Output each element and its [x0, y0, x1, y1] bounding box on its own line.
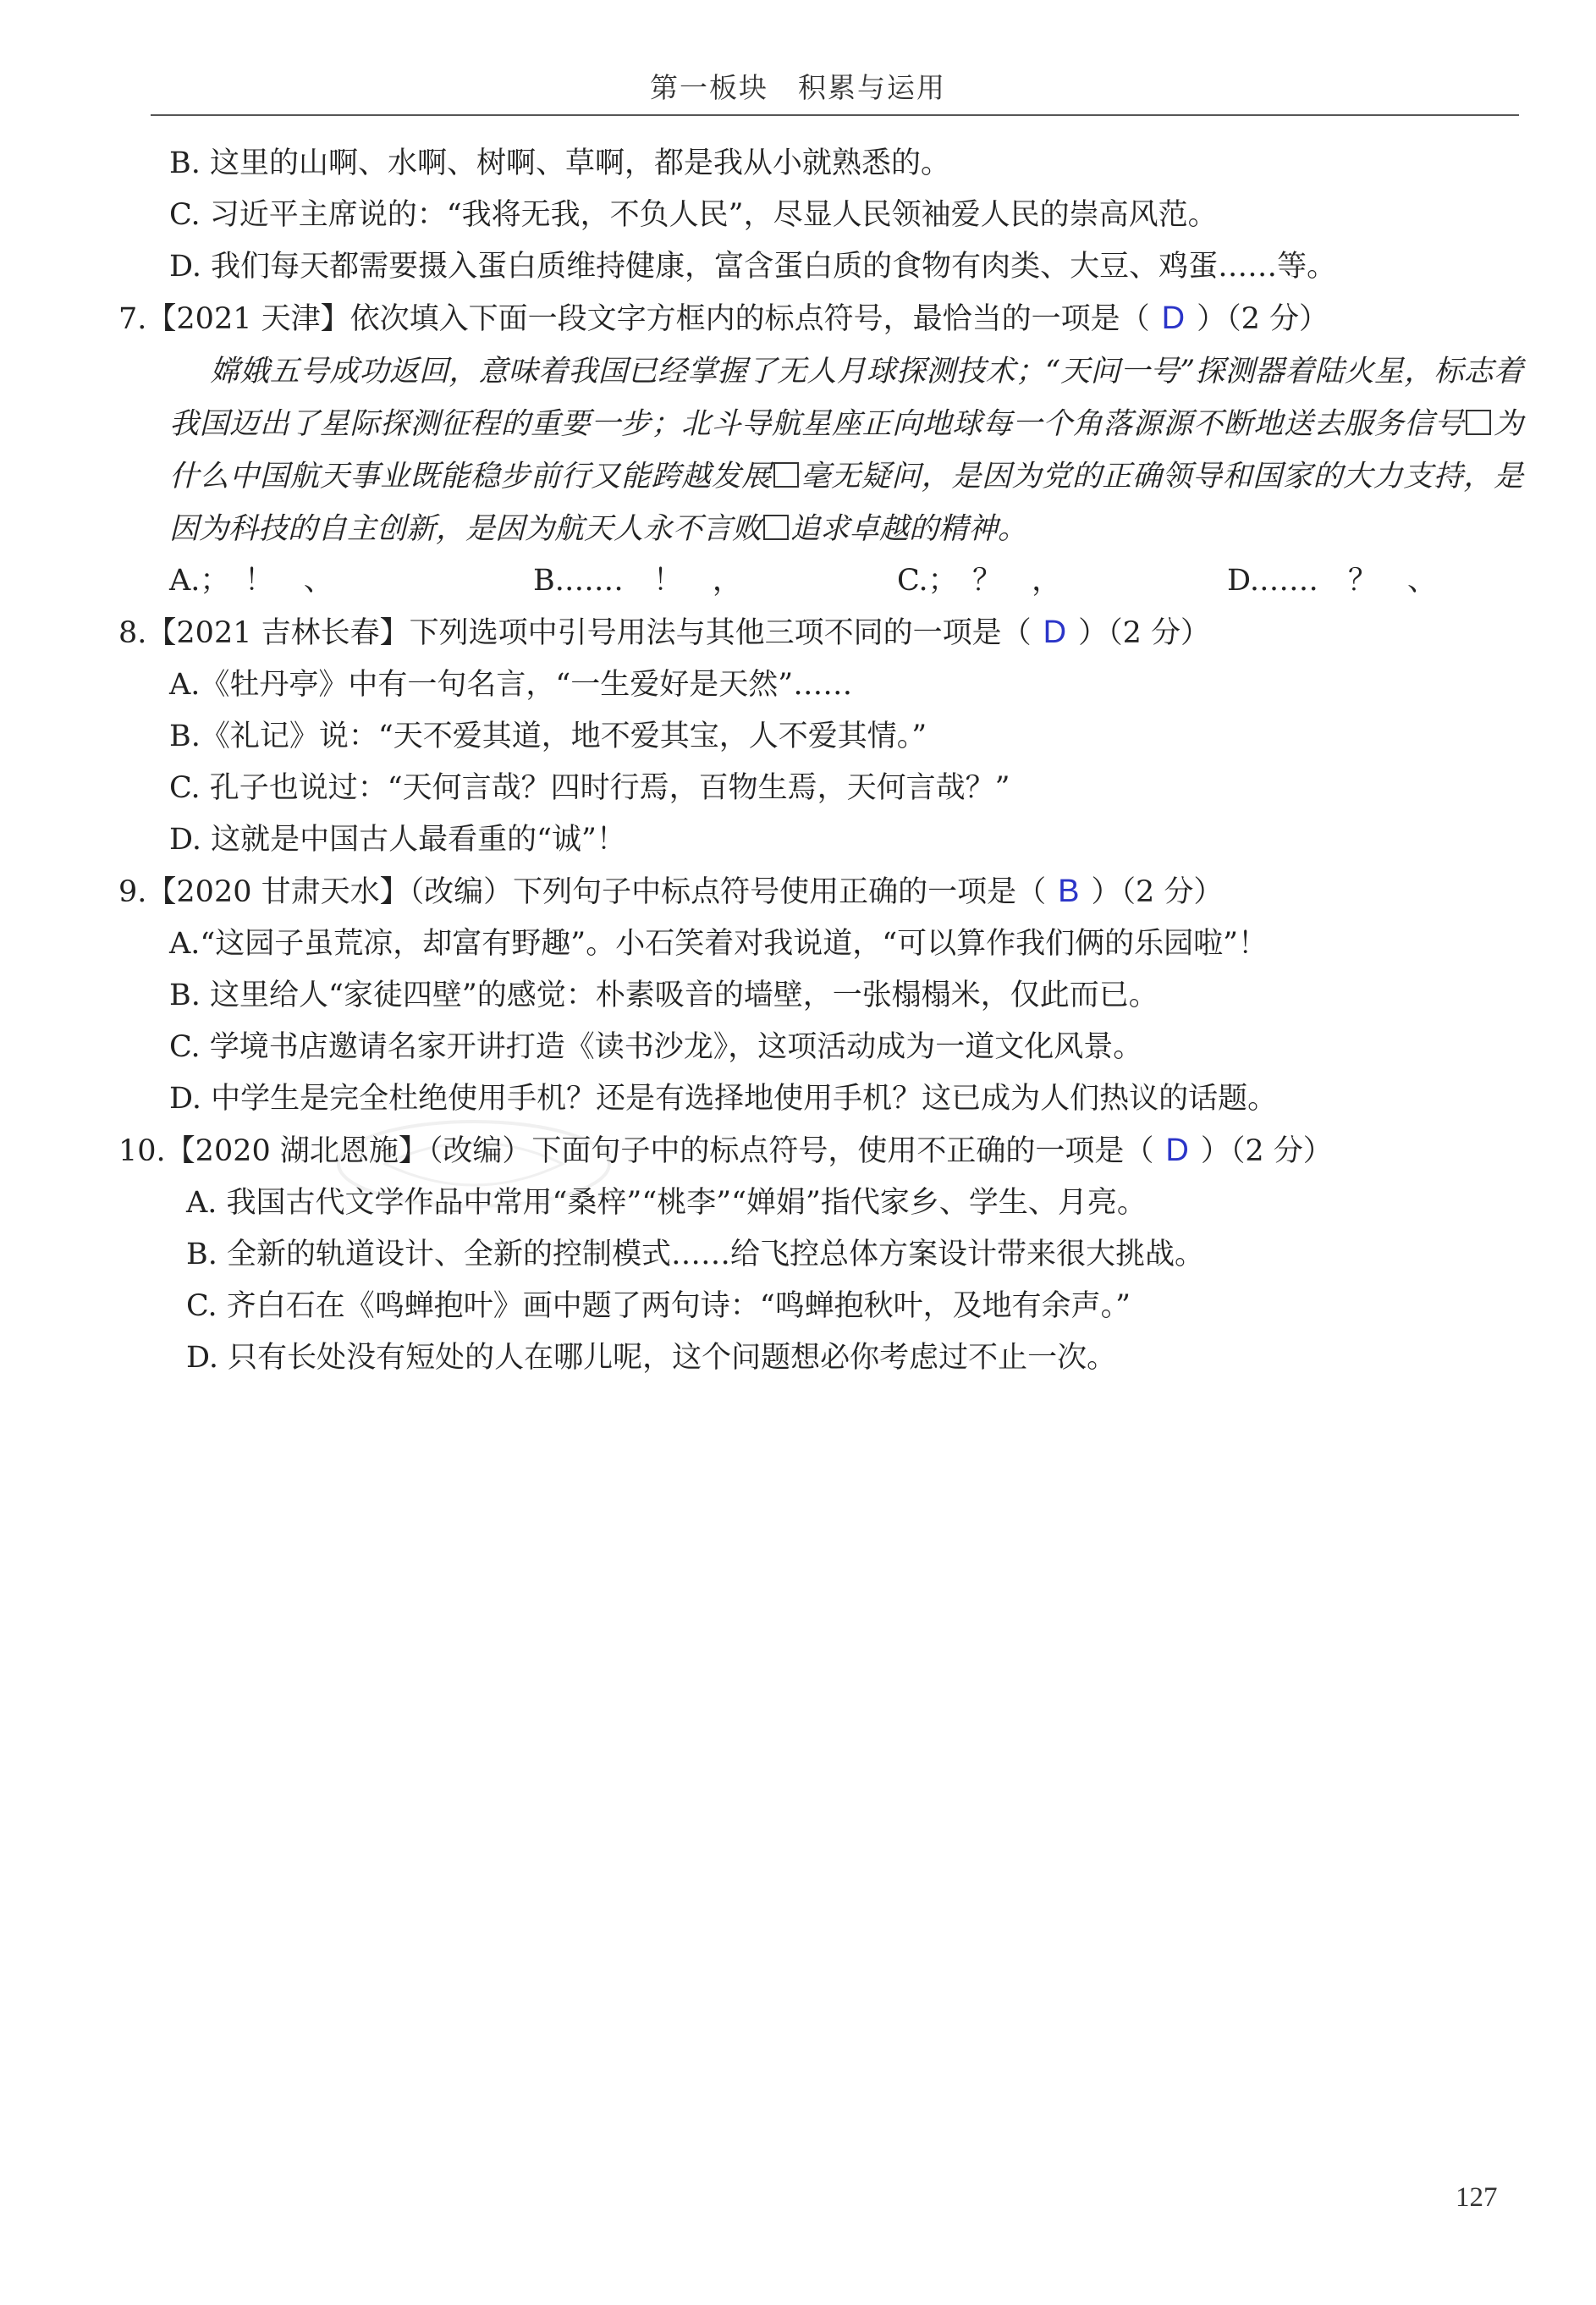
q6-option-d: D. 我们每天都需要摄入蛋白质维持健康，富含蛋白质的食物有肉类、大豆、鸡蛋……等。 [169, 250, 1337, 284]
q7-score: ）（2 分） [1197, 302, 1329, 336]
q10-answer: D [1165, 1133, 1189, 1168]
q7-choice-d: D.…… ？ 、 [1227, 564, 1437, 598]
q8-option-d: D. 这就是中国古人最看重的“诚”！ [169, 823, 626, 857]
q10-stem [118, 1125, 1515, 1177]
q7-choices [118, 555, 1515, 607]
q8-option-b: B.《礼记》说：“天不爱其道，地不爱其宝，人不爱其情。” [169, 720, 927, 753]
blank-box [773, 462, 799, 488]
q7-choice-c: C.； ？ ， [897, 564, 1062, 598]
q8-score: ）（2 分） [1078, 616, 1210, 650]
q9-option-c: C. 学境书店邀请名家开讲打造《读书沙龙》，这项活动成为一道文化风景。 [169, 1030, 1143, 1064]
q9-number: 9. [118, 875, 147, 909]
q7-passage [118, 345, 1523, 555]
page-number: 127 [1456, 2182, 1498, 2213]
page-header: 第一板块 积累与运用 [650, 71, 946, 104]
q9-stem-text: 【2020 甘肃天水】（改编）下列句子中标点符号使用正确的一项是（ [146, 875, 1047, 909]
q7-passage-part1: 嫦娥五号成功返回，意味着我国已经掌握了无人月球探测技术；“天问一号”探测器着陆火星，标志着我国迈出了星际探测征程的重要一步；北斗导航星座正向地球每一个角落源源不断地送去服务信号 [169, 355, 1523, 441]
q9-option-a: A.“这园子虽荒凉，却富有野趣”。小石笑着对我说道，“可以算作我们俩的乐园啦”！ [169, 927, 1268, 961]
page-content [118, 138, 1523, 1384]
q9-option-b: B. 这里给人“家徒四壁”的感觉：朴素吸音的墙壁，一张榻榻米，仅此而已。 [169, 979, 1158, 1012]
blank-box [763, 515, 789, 540]
q7-choice-b: B.…… ！ ， [533, 564, 742, 598]
q6-option-b: B. 这里的山啊、水啊、树啊、草啊，都是我从小就熟悉的。 [169, 146, 950, 180]
q7-passage-part4: 追求卓越的精神。 [790, 512, 1028, 546]
q7-passage-part3: 毫无疑问，是因为党的正确领导和国家的大力支持，是因为科技的自主创新，是因为航天人永不言败 [169, 460, 1523, 546]
q7-answer: D [1161, 301, 1186, 336]
header-rule [151, 114, 1519, 116]
q7-passage-part2: 为什么中国航天事业既能稳步前行又能跨越发展 [169, 407, 1523, 494]
q7-stem [118, 293, 1515, 345]
q8-answer: D [1043, 615, 1067, 650]
q6-option-c: C. 习近平主席说的：“我将无我，不负人民”，尽显人民领袖爱人民的崇高风范。 [169, 198, 1218, 232]
q8-stem-text: 【2021 吉林长春】下列选项中引号用法与其他三项不同的一项是（ [146, 616, 1032, 650]
q8-option-a: A.《牡丹亭》中有一句名言，“一生爱好是天然”…… [169, 668, 853, 702]
q9-option-d: D. 中学生是完全杜绝使用手机？还是有选择地使用手机？这已成为人们热议的话题。 [169, 1082, 1278, 1116]
q7-choice-a: A.； ！ 、 [169, 564, 333, 598]
q10-option-a: A. 我国古代文学作品中常用“桑梓”“桃李”“婵娟”指代家乡、学生、月亮。 [186, 1186, 1147, 1220]
q8-number: 8. [118, 616, 147, 650]
q10-option-c: C. 齐白石在《鸣蝉抱叶》画中题了两句诗：“鸣蝉抱秋叶，及地有余声。” [186, 1289, 1131, 1323]
watermark-logo [334, 1117, 614, 1210]
q10-number: 10. [118, 1134, 166, 1168]
blank-box [1466, 410, 1491, 435]
q8-stem [118, 607, 1515, 659]
q9-answer: B [1058, 874, 1080, 909]
q10-option-d: D. 只有长处没有短处的人在哪儿呢，这个问题想必你考虑过不止一次。 [186, 1341, 1117, 1375]
q9-score: ）（2 分） [1091, 875, 1224, 909]
q10-score: ）（2 分） [1200, 1134, 1333, 1168]
q10-stem-text: 【2020 湖北恩施】（改编）下面句子中的标点符号，使用不正确的一项是（ [165, 1134, 1154, 1168]
q7-stem-text: 【2021 天津】依次填入下面一段文字方框内的标点符号，最恰当的一项是（ [146, 302, 1150, 336]
q10-option-b: B. 全新的轨道设计、全新的控制模式……给飞控总体方案设计带来很大挑战。 [186, 1238, 1204, 1271]
q7-number: 7. [118, 302, 147, 336]
q9-stem [118, 866, 1515, 918]
q8-option-c: C. 孔子也说过：“天何言哉？四时行焉，百物生焉，天何言哉？” [169, 771, 1010, 805]
